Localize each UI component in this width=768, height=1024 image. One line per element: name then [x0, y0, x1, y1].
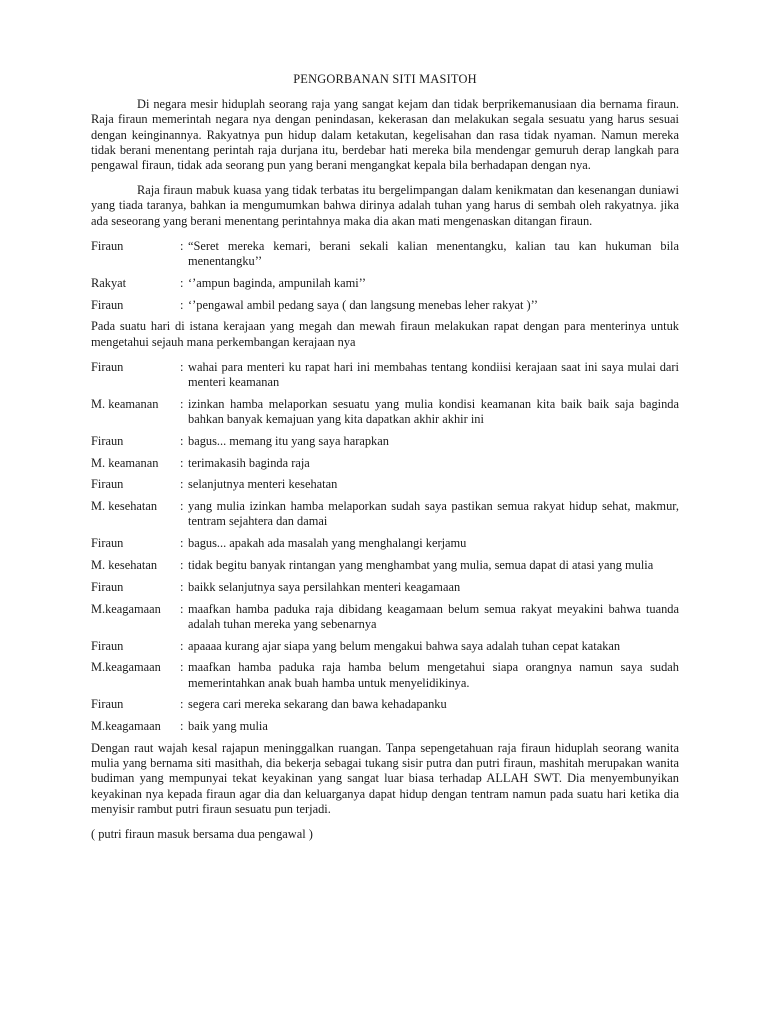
- paragraph-2: Raja firaun mabuk kuasa yang tidak terbatas itu bergelimpangan dalam kenikmatan dan kesenangan duniawi yang tiada taranya, bahkan ia mengumumkan bahwa dirinya adalah tuhan yang harus di sembah oleh rakyatnya. jika ada seseorang yang berani menentang perintahnya maka dia akan mati mengenaskan ditangan firaun.: [91, 183, 679, 228]
- speaker-label: Firaun: [91, 238, 124, 253]
- dialogue-text: terimakasih baginda raja: [188, 455, 310, 470]
- speaker-label: Firaun: [91, 297, 124, 312]
- narration-1: Pada suatu hari di istana kerajaan yang megah dan mewah firaun melakukan rapat dengan para menterinya untuk mengetahui sejauh mana perkembangan kerajaan nya: [91, 319, 679, 349]
- speaker-label: Firaun: [91, 697, 124, 712]
- speaker-label: Firaun: [91, 433, 124, 448]
- dialogue-row: Firaun : bagus... memang itu yang saya harapkan: [91, 434, 679, 449]
- speaker-label: Rakyat: [91, 275, 127, 290]
- dialogue-row: Firaun : baikk selanjutnya saya persilahkan menteri keagamaan: [91, 580, 679, 595]
- dialogue-text: ‘’ampun baginda, ampunilah kami’’: [188, 275, 366, 290]
- dialogue-row: Firaun : apaaaa kurang ajar siapa yang belum mengakui bahwa saya adalah tuhan cepat katakan: [91, 639, 679, 654]
- speaker-label: Firaun: [91, 638, 124, 653]
- dialogue-text: selanjutnya menteri kesehatan: [188, 477, 338, 492]
- dialogue-text: wahai para menteri ku rapat hari ini membahas tentang kondiisi kerajaan saat ini saya mulai dari menteri keamanan: [188, 359, 679, 390]
- narration-2: Dengan raut wajah kesal rajapun meninggalkan ruangan. Tanpa sepengetahuan raja firaun hiduplah seorang wanita mulia yang bernama siti masithah, dia bekerja sebagai tukang sisir putra dan putri firaun, mashitah merupakan wanita budiman yang mempunyai tekat keyakinan yang sangat luar biasa terhadap ALLAH SWT. Dia menyembunyikan keyakinan nya kepada firaun agar dia dan keluarganya dapat hidup dengan tentram namun pada suatu hari ketika dia menyisir rambut putri firaun sesuatu pun terjadi.: [91, 741, 679, 816]
- dialogue-text: bagus... memang itu yang saya harapkan: [188, 433, 389, 448]
- speaker-label: M. keamanan: [91, 455, 159, 470]
- dialogue-row: M.keagamaan : baik yang mulia: [91, 719, 679, 734]
- dialogue-block-2: [91, 360, 679, 735]
- speaker-label: M. kesehatan: [91, 558, 158, 573]
- dialogue-row: M. keamanan : izinkan hamba melaporkan sesuatu yang mulia kondisi keamanan kita baik baik saja baginda bahkan banyak kemajuan yang kita dapatkan akhir akhir ini: [91, 396, 679, 427]
- speaker-label: M. keamanan: [91, 396, 159, 411]
- document-title: PENGORBANAN SITI MASITOH: [293, 72, 477, 86]
- speaker-label: Firaun: [91, 579, 124, 594]
- dialogue-row: Firaun : selanjutnya menteri kesehatan: [91, 477, 679, 492]
- speaker-label: M.keagamaan: [91, 719, 161, 734]
- dialogue-text: izinkan hamba melaporkan sesuatu yang mulia kondisi keamanan kita baik baik saja baginda bahkan banyak kemajuan yang kita dapatkan akhir akhir ini: [188, 396, 679, 427]
- speaker-label: M. kesehatan: [91, 499, 158, 514]
- document-page: [91, 72, 679, 852]
- dialogue-text: baikk selanjutnya saya persilahkan menteri keagamaan: [188, 579, 461, 594]
- speaker-label: Firaun: [91, 359, 124, 374]
- speaker-label: Firaun: [91, 477, 124, 492]
- dialogue-text: “Seret mereka kemari, berani sekali kalian menentangku, kalian tau kan hukuman bila menentangku’’: [188, 238, 679, 269]
- paragraph-1: Di negara mesir hiduplah seorang raja yang sangat kejam dan tidak berprikemanusiaan dia bernama firaun. Raja firaun memerintah negara nya dengan penindasan, kekerasan dan melakukan segala sesuatu yang harus sesuai dengan keinginannya. Rakyatnya pun hidup dalam ketakutan, kegelisahan dan rasa tidak nyaman. Namun mereka tidak berani menentang perintah raja durjana itu, berdebar hati mereka bila mendengar gemuruh derap langkah para pengawal firaun, tidak ada seorang pun yang berani mengangkat kepala bila berhadapan dengan nya.: [91, 97, 679, 173]
- dialogue-row: Firaun : wahai para menteri ku rapat hari ini membahas tentang kondiisi kerajaan saat ini saya mulai dari menteri keamanan: [91, 359, 679, 390]
- dialogue-row: Firaun : ‘’pengawal ambil pedang saya ( dan langsung menebas leher rakyat )’’: [91, 298, 679, 313]
- dialogue-row: Firaun : bagus... apakah ada masalah yang menghalangi kerjamu: [91, 536, 679, 551]
- dialogue-text: baik yang mulia: [188, 719, 268, 734]
- dialogue-row: Firaun : segera cari mereka sekarang dan bawa kehadapanku: [91, 697, 679, 712]
- dialogue-row: Rakyat : ‘’ampun baginda, ampunilah kami’’: [91, 276, 679, 291]
- dialogue-block-1: [91, 239, 679, 313]
- dialogue-row: M. kesehatan : yang mulia izinkan hamba melaporkan sudah saya pastikan semua rakyat hidup sehat, makmur, tentram sejahtera dan damai: [91, 499, 679, 529]
- dialogue-text: tidak begitu banyak rintangan yang menghambat yang mulia, semua dapat di atasi yang mulia: [188, 558, 654, 573]
- dialogue-text: segera cari mereka sekarang dan bawa kehadapanku: [188, 697, 447, 712]
- dialogue-text: maafkan hamba paduka raja hamba belum mengetahui siapa orangnya namun saya sudah memerintahkan anak buah hamba untuk menyelidikinya.: [188, 660, 679, 690]
- dialogue-text: bagus... apakah ada masalah yang menghalangi kerjamu: [188, 536, 467, 551]
- speaker-label: Firaun: [91, 536, 124, 551]
- dialogue-row: Firaun : “Seret mereka kemari, berani sekali kalian menentangku, kalian tau kan hukuman bila menentangku’’: [91, 238, 679, 269]
- dialogue-text: maafkan hamba paduka raja dibidang keagamaan belum semua rakyat meyakini bahwa tuanda adalah tuhan mereka yang sebenarnya: [188, 601, 679, 631]
- dialogue-text: apaaaa kurang ajar siapa yang belum mengakui bahwa saya adalah tuhan cepat katakan: [188, 638, 621, 653]
- dialogue-row: M. kesehatan : tidak begitu banyak rintangan yang menghambat yang mulia, semua dapat di atasi yang mulia: [91, 558, 679, 573]
- speaker-label: M.keagamaan: [91, 660, 161, 675]
- dialogue-text: yang mulia izinkan hamba melaporkan sudah saya pastikan semua rakyat hidup sehat, makmur, tentram sejahtera dan damai: [188, 499, 679, 529]
- dialogue-text: ‘’pengawal ambil pedang saya ( dan langsung menebas leher rakyat )’’: [188, 297, 539, 312]
- dialogue-row: M.keagamaan : maafkan hamba paduka raja dibidang keagamaan belum semua rakyat meyakini bahwa tuanda adalah tuhan mereka yang sebenarnya: [91, 601, 679, 631]
- speaker-label: M.keagamaan: [91, 601, 161, 616]
- dialogue-row: M. keamanan : terimakasih baginda raja: [91, 456, 679, 471]
- stage-direction: ( putri firaun masuk bersama dua pengawal ): [91, 827, 313, 842]
- dialogue-row: M.keagamaan : maafkan hamba paduka raja hamba belum mengetahui siapa orangnya namun saya sudah memerintahkan anak buah hamba untuk menyelidikinya.: [91, 660, 679, 690]
